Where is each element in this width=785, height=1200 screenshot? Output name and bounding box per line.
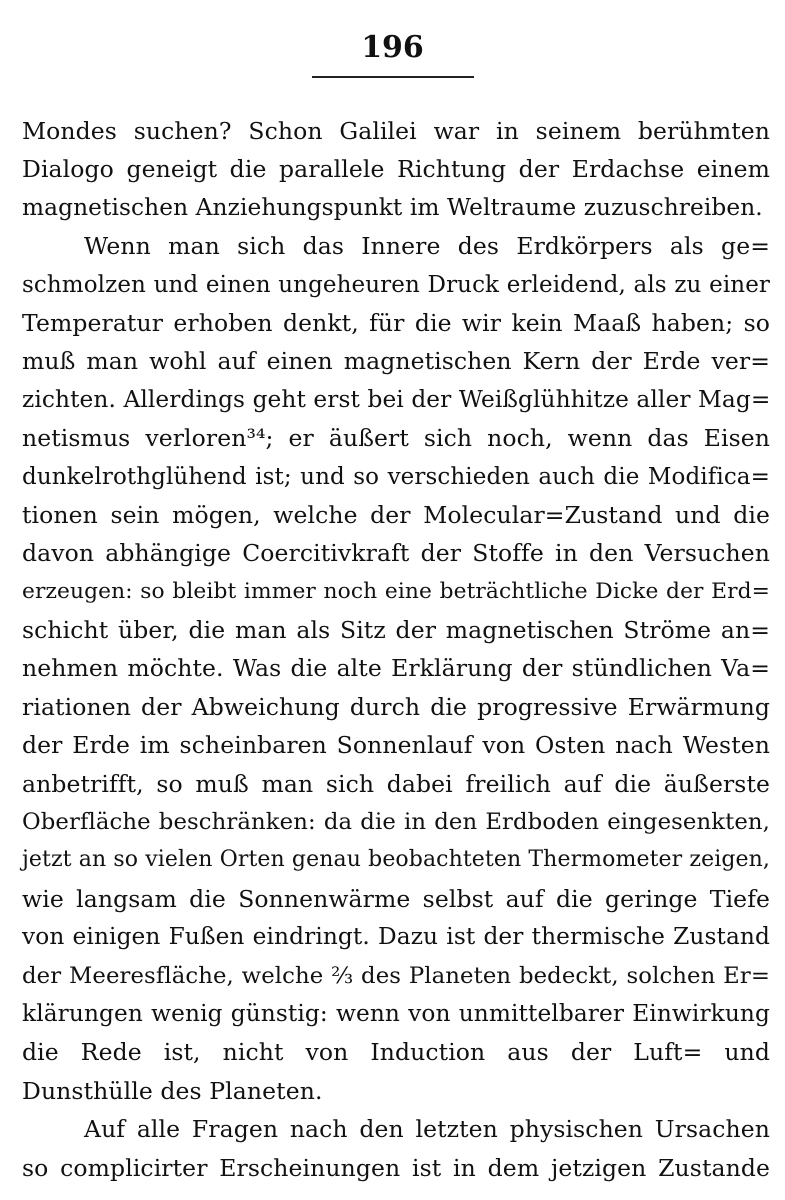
text-line: schicht über, die man als Sitz der magnetischen Ströme an= <box>22 616 770 645</box>
text-line: muß man wohl auf einen magnetischen Kern der Erde ver= <box>22 347 770 376</box>
text-line: davon abhängige Coercitivkraft der Stoffe in den Versuchen <box>22 539 770 568</box>
text-line: der Meeresfläche, welche ⅔ des Planeten bedeckt, solchen Er= <box>22 962 770 989</box>
paragraph <box>22 112 770 227</box>
text-line: wie langsam die Sonnenwärme selbst auf die geringe Tiefe <box>22 884 770 913</box>
text-line: klärungen wenig günstig: wenn von unmittelbarer Einwirkung <box>22 999 770 1027</box>
text-line: der Erde im scheinbaren Sonnenlauf von Osten nach Westen <box>22 731 770 760</box>
paragraph <box>22 227 770 1110</box>
text-line: zichten. Allerdings geht erst bei der Weißglühhitze aller Mag= <box>22 385 771 413</box>
text-line: nehmen möchte. Was die alte Erklärung der stündlichen Va= <box>22 654 770 683</box>
text-line: schmolzen und einen ungeheuren Druck erleidend, als zu einer <box>22 271 770 298</box>
text-line: riationen der Abweichung durch die progressive Erwärmung <box>22 692 770 721</box>
text-line: magnetischen Anziehungspunkt im Weltraume zuzuschreiben. <box>22 193 763 221</box>
text-line: so complicirter Erscheinungen ist in dem jetzigen Zustande <box>22 1153 770 1182</box>
text-line: Oberfläche beschränken: da die in den Erdboden eingesenkten, <box>22 809 770 836</box>
text-line: anbetrifft, so muß man sich dabei freilich auf die äußerste <box>22 769 770 798</box>
text-line: Dialogo geneigt die parallele Richtung der Erdachse einem <box>22 155 770 184</box>
text-line: Temperatur erhoben denkt, für die wir kein Maaß haben; so <box>22 308 770 337</box>
page-number: 196 <box>361 30 424 65</box>
text-line: jetzt an so vielen Orten genau beobachteten Thermometer zeigen, <box>22 847 770 873</box>
header-rule <box>312 76 474 78</box>
text-line: Auf alle Fragen nach den letzten physischen Ursachen <box>84 1115 770 1144</box>
text-line: von einigen Fußen eindringt. Dazu ist der thermische Zustand <box>22 923 770 951</box>
text-line: Dunsthülle des Planeten. <box>22 1076 323 1105</box>
text-line: erzeugen: so bleibt immer noch eine beträchtliche Dicke der Erd= <box>22 578 770 604</box>
paragraph <box>22 1110 770 1187</box>
text-line: Wenn man sich das Innere des Erdkörpers als ge= <box>84 232 770 261</box>
text-line: Mondes suchen? Schon Galilei war in seinem berühmten <box>22 117 770 145</box>
text-line: netismus verloren³⁴; er äußert sich noch, wenn das Eisen <box>22 424 770 453</box>
text-line: die Rede ist, nicht von Induction aus der Luft= und <box>22 1038 770 1067</box>
text-line: dunkelrothglühend ist; und so verschieden auch die Modifica= <box>22 463 770 490</box>
text-line: tionen sein mögen, welche der Molecular=Zustand und die <box>22 500 770 529</box>
body-text <box>22 112 770 1187</box>
